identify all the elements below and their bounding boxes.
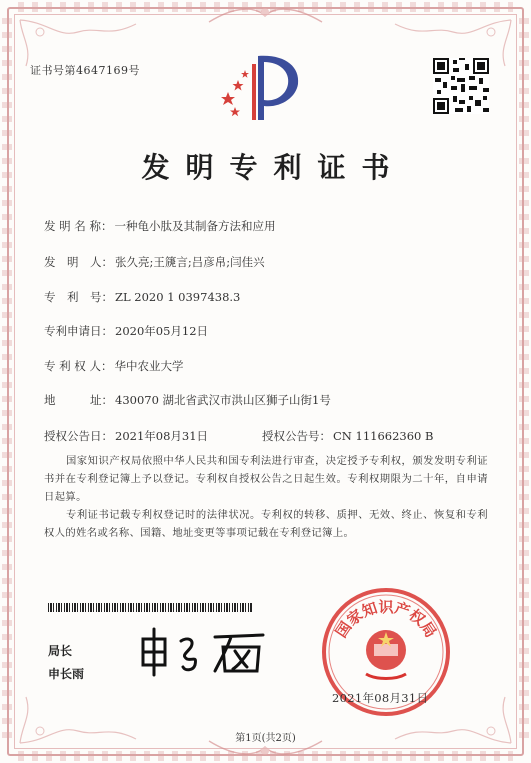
patent-number-row xyxy=(44,289,240,305)
patentee-row xyxy=(44,358,183,374)
filing-date-value: 2020年05月12日 xyxy=(115,324,209,338)
filing-date-label: 专利申请日： xyxy=(44,324,113,338)
filing-date-row xyxy=(44,323,208,339)
grant-number-value: CN 111662360 B xyxy=(333,429,434,443)
address-label: 地 址： xyxy=(44,393,113,407)
certificate-paragraph-1: 国家知识产权局依照中华人民共和国专利法进行审查，决定授予专利权，颁发发明专利证书并在专利登记簿上予以登记。专利权自授权公告之日起生效。专利权期限为二十年，自申请日起算。 xyxy=(44,455,488,503)
grant-date-value: 2021年08月31日 xyxy=(115,429,209,443)
barcode-icon xyxy=(48,603,253,612)
handwritten-signature-icon xyxy=(135,625,275,680)
invention-name-label: 发 明 名 称： xyxy=(44,219,113,233)
invention-name-row xyxy=(44,218,275,234)
director-role-label: 局长 xyxy=(48,644,73,658)
certificate-paragraph-2: 专利证书记载专利权登记时的法律状况。专利权的转移、质押、无效、终止、恢复和专利权人的姓名或名称、国籍、地址变更等事项记载在专利登记簿上。 xyxy=(44,509,488,539)
inventor-value: 张久亮;王篪言;吕彦帛;闫佳兴 xyxy=(115,255,265,269)
patentee-value: 华中农业大学 xyxy=(114,359,184,373)
seal-date: 2021年08月31日 xyxy=(332,691,429,705)
grant-number-label: 授权公告号： xyxy=(262,429,331,443)
inventor-label: 发 明 人： xyxy=(44,255,113,269)
grant-date-label: 授权公告日： xyxy=(44,429,113,443)
inventor-row xyxy=(44,254,265,270)
grant-date-row xyxy=(44,428,208,444)
corner-ornament-icon xyxy=(18,18,138,68)
address-row xyxy=(44,392,331,408)
address-value: 430070 湖北省武汉市洪山区狮子山街1号 xyxy=(115,393,331,407)
grant-number-row xyxy=(262,428,433,444)
patent-number-label: 专 利 号： xyxy=(44,290,113,304)
patentee-label: 专 利 权 人： xyxy=(44,359,113,373)
seal-text: 国家知识产权局 xyxy=(331,598,441,641)
director-name-label: 申长雨 xyxy=(48,667,85,681)
page-number: 第1页(共2页) xyxy=(235,733,296,744)
top-center-ornament-icon xyxy=(205,4,326,26)
certificate-title: 发明专利证书 xyxy=(141,151,406,184)
patent-number-value: ZL 2020 1 0397438.3 xyxy=(115,290,241,304)
qr-code-icon xyxy=(433,58,489,114)
invention-name-value: 一种龟小肽及其制备方法和应用 xyxy=(114,219,276,233)
cnipa-logo-icon xyxy=(218,52,308,124)
certificate-number: 证书号第4647169号 xyxy=(30,64,140,77)
